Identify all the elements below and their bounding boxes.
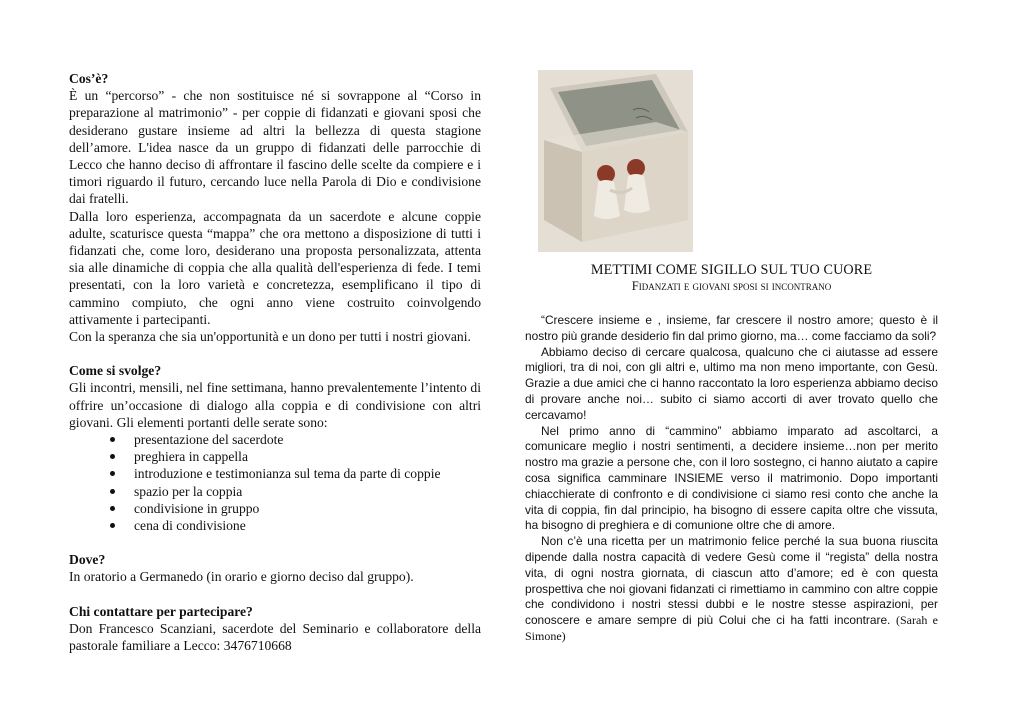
paragraph: Abbiamo deciso di cercare qualcosa, qualcuno che ci aiutasse ad essere migliori, tra di noi, con gli altri e, ultimo ma non meno importante, con Gesù. Grazie a due amici che ci hanno raccontato la loro esperienza abbiamo deciso di provare anche noi… subito ci siamo accorti di aver trovato quello che cercavamo!	[525, 344, 938, 422]
paragraph: Dalla loro esperienza, accompagnata da un sacerdote e alcune coppie adulte, scaturisce questa “mappa” che ora mettono a disposizione di tutti i fidanzati che, come loro, desiderano una proposta personalizzata, attenta sia alle dinamiche di coppia che alla qualità dell'esperienza di fede. I temi presentati, con la loro varietà e concretezza, esemplificano il tipo di cammino compiuto, che ogni anno viene costruito coinvolgendo attivamente i partecipanti.	[69, 208, 481, 327]
couple-sculpture-box-photo	[538, 70, 693, 252]
list-item: presentazione del sacerdote	[110, 431, 481, 448]
paragraph: Don Francesco Scanziani, sacerdote del Seminario e collaboratore della pastorale familiare a Lecco: 3476710668	[69, 620, 481, 654]
bullet-list	[69, 431, 481, 534]
paragraph: Nel primo anno di “cammino” abbiamo imparato ad ascoltarci, a comunicare meglio i nostri sentimenti, a decidere insieme…non per merito nostro ma grazie a persone che, con il loro sostegno, ci hanno aiutato a capire cosa significa camminare INSIEME verso il matrimonio. Dopo importanti chiacchierate di confronto e di condivisione ci siamo resi conto che anche la vita di coppia, fin dal principio, ha bisogno di essere capita oltre che vissuta, ha bisogno di preghiera e di comunione oltre che di amore.	[525, 423, 938, 533]
paragraph: È un “percorso” - che non sostituisce né si sovrappone al “Corso in preparazione al matrimonio” - per coppie di fidanzati e giovani sposi che desiderano gustare insieme ad altri la bellezza di questa stagione dell’amore. L'idea nasce da un gruppo di fidanzati delle parrocchie di Lecco che hanno deciso di affrontare il fascino delle scelte da compiere e i timori riguardo il futuro, cercando luce nella Parola di Dio e condivisione dai fratelli.	[69, 88, 481, 207]
section-heading-come: Come si svolge?	[69, 363, 162, 379]
list-item: spazio per la coppia	[110, 483, 481, 500]
paragraph	[525, 534, 938, 645]
section-heading-dove: Dove?	[69, 552, 106, 568]
list-item: introduzione e testimonianza sul tema da parte di coppie	[110, 465, 481, 482]
left-column	[69, 70, 481, 654]
list-item: cena di condivisione	[110, 517, 481, 534]
section-heading-contatti: Chi contattare per partecipare?	[69, 603, 253, 619]
paragraph: “Crescere insieme e , insieme, far crescere il nostro amore; questo è il nostro più grande desiderio fin dal primo giorno, ma… come facciamo da soli?	[525, 313, 938, 343]
paragraph-text: Non c’è una ricetta per un matrimonio felice perché la sua buona riuscita dipende dalla nostra capacità di vedere Gesù come il “regista” della nostra vita, di ogni nostra giornata, di ciascun atto d’amore; ed è con questa prospettiva che noi giovani fidanzati ci rimettiamo in cammino con altre coppie che condividono i nostri stessi dubbi e le nostre stesse aspirazioni, per conoscere e amare sempre di più Colui che ci ha fatti incontrare.	[525, 534, 938, 628]
paragraph: Gli incontri, mensili, nel fine settimana, hanno prevalentemente l’intento di offrire un’occasione di dialogo alla coppia e di condivisione con altri giovani. Gli elementi portanti delle serate sono:	[69, 380, 481, 430]
section-heading-cose: Cos’è?	[69, 71, 109, 86]
list-item: condivisione in gruppo	[110, 500, 481, 517]
page-title: METTIMI COME SIGILLO SUL TUO CUORE	[590, 262, 873, 278]
page-subtitle: Fidanzati e giovani sposi si incontrano	[631, 279, 832, 293]
right-column	[525, 262, 938, 645]
paragraph: In oratorio a Germanedo (in orario e giorno deciso dal gruppo).	[69, 569, 414, 585]
signature: (Sarah e Simone)	[525, 613, 938, 643]
list-item: preghiera in cappella	[110, 448, 481, 465]
paragraph: Con la speranza che sia un'opportunità e un dono per tutti i nostri giovani.	[69, 329, 471, 345]
testimony	[525, 313, 938, 645]
